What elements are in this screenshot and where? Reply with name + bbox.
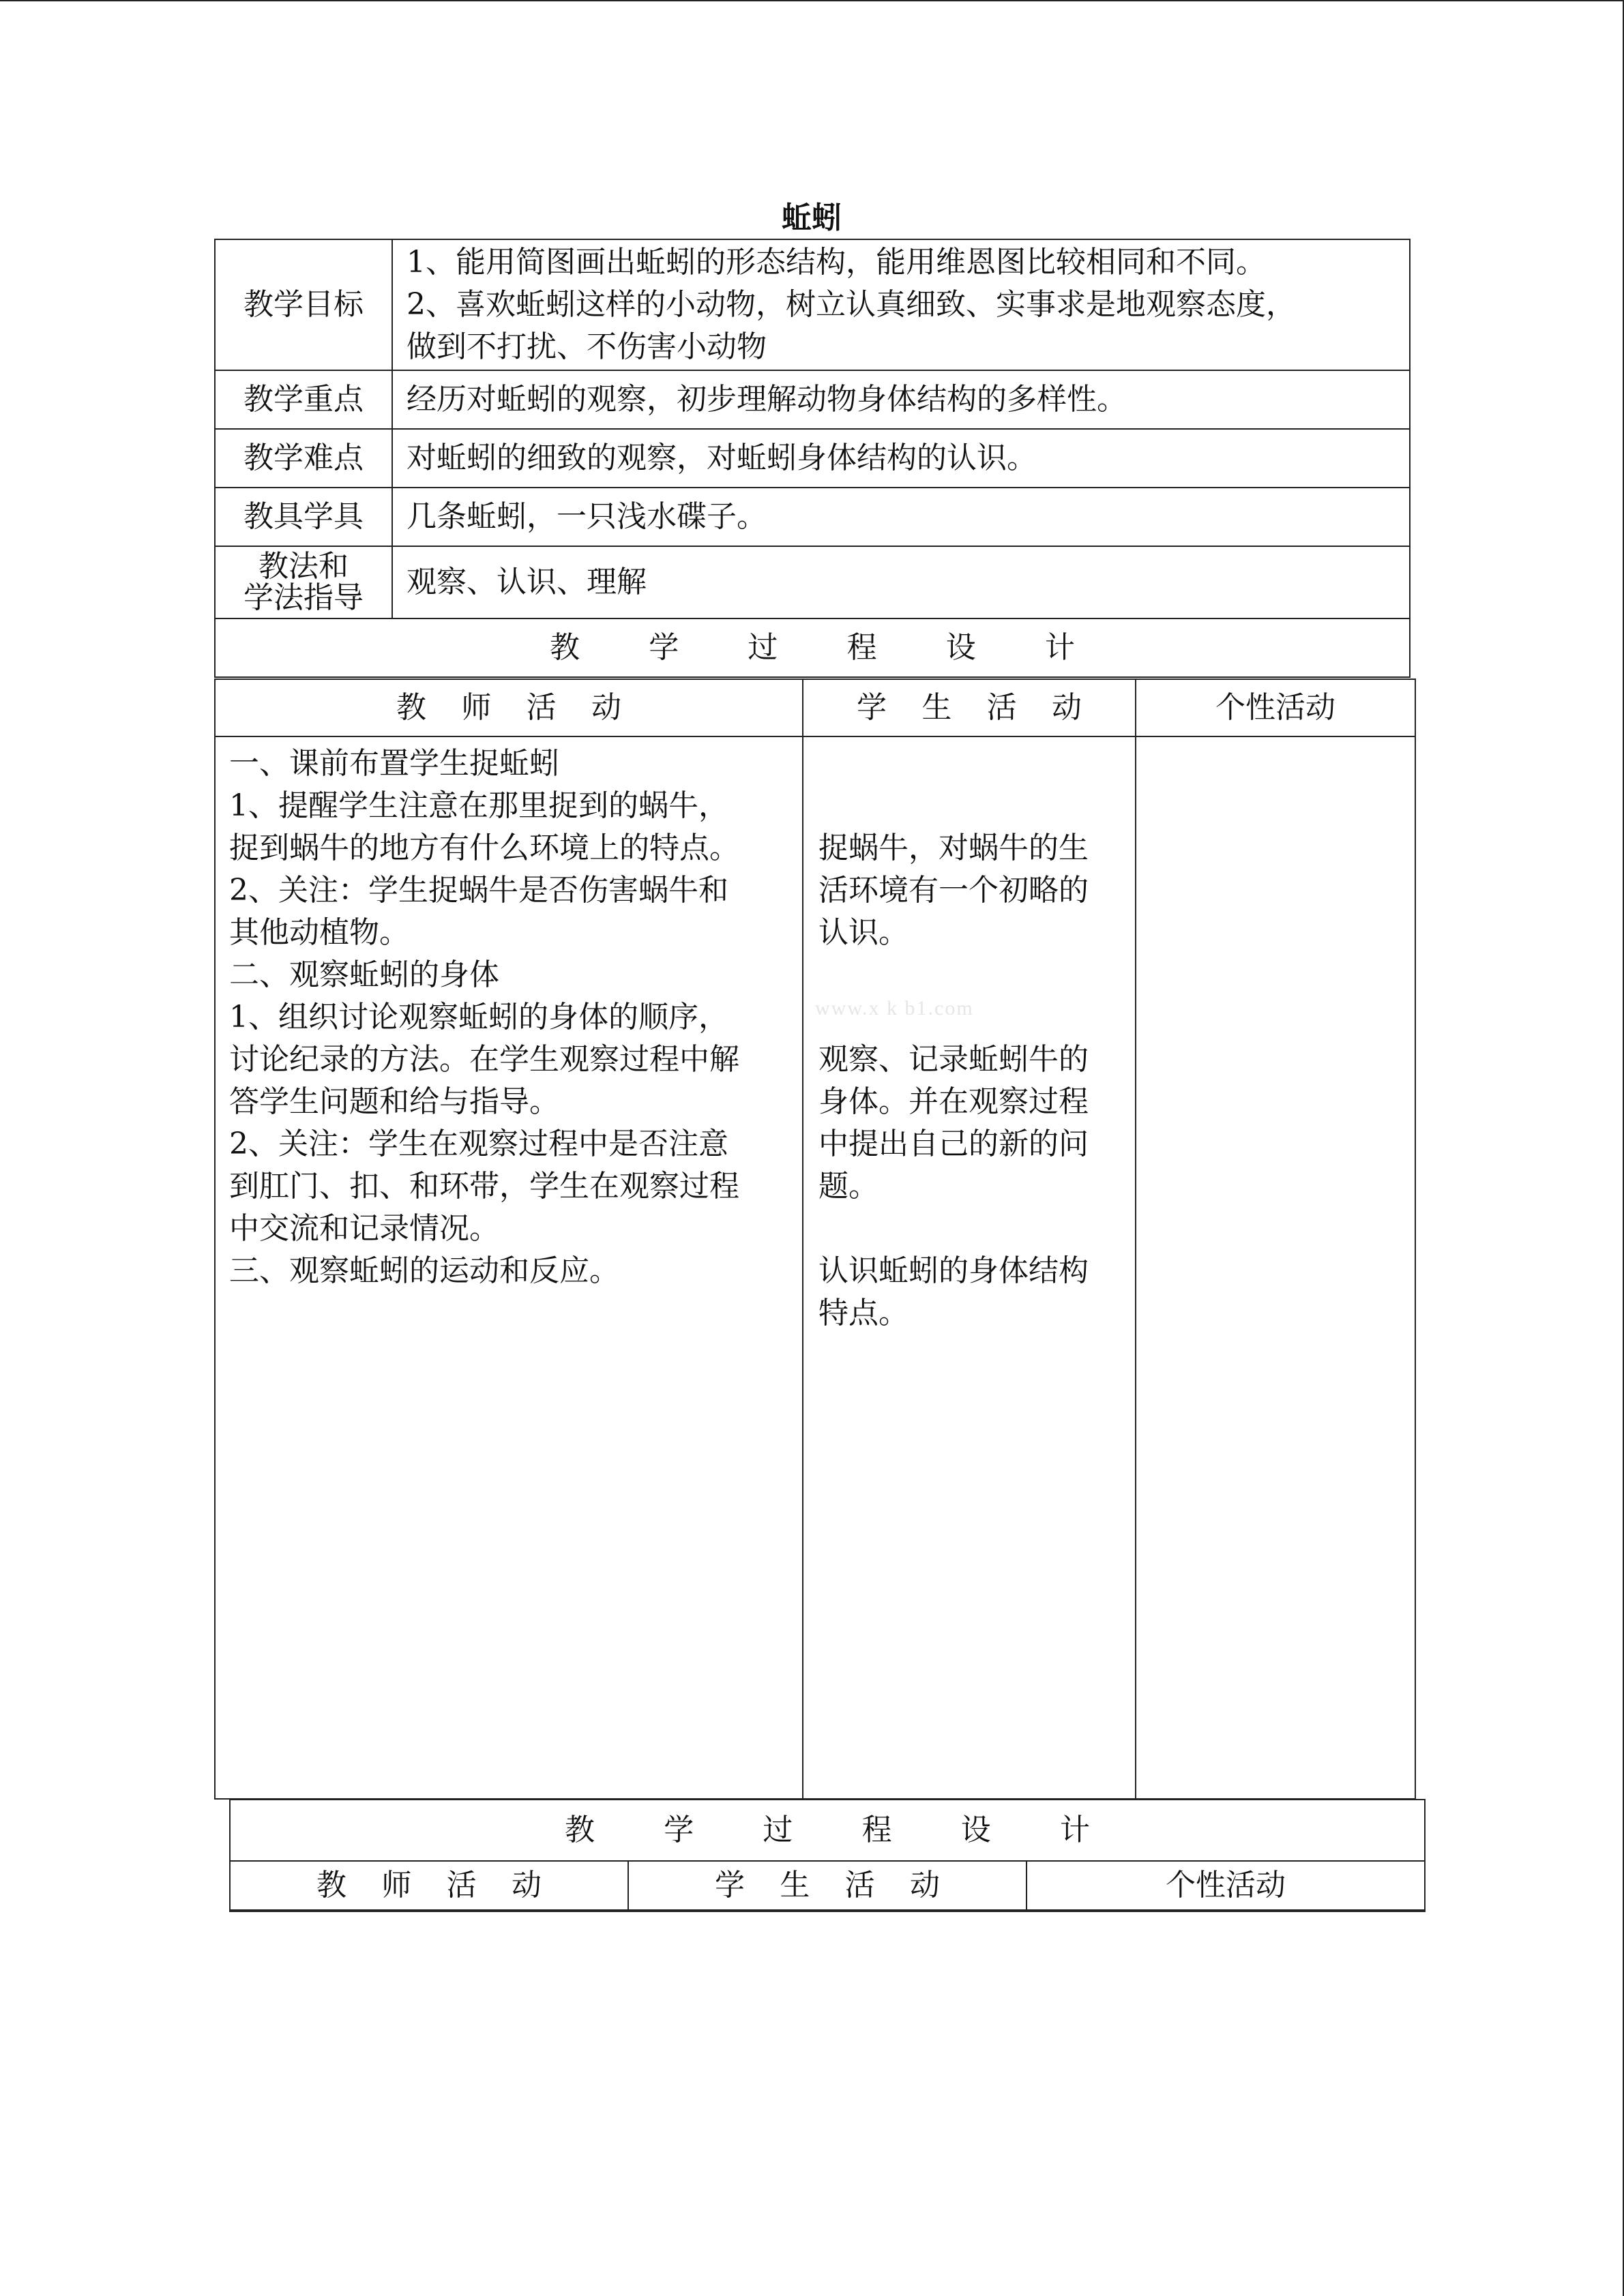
continuation-title-char: 计 [1059, 1813, 1090, 1847]
continuation-teacher-char: 动 [511, 1868, 542, 1903]
lesson-info-table [214, 239, 1411, 678]
student-activity-line: 题。 [818, 1169, 879, 1204]
student-activity-list [803, 737, 1135, 1335]
personal-activity-cell [1136, 736, 1415, 1799]
difficulties-content: 对蚯蚓的细致的观察，对蚯蚓身体结构的认识。 [392, 429, 1410, 488]
student-activity-line: 认识。 [818, 915, 909, 950]
student-activity-line: 认识蚯蚓的身体结构 [818, 1253, 1089, 1288]
student-activity-header [803, 679, 1136, 736]
methods-content: 观察、认识、理解 [392, 546, 1410, 618]
activity-table [214, 679, 1416, 1800]
goal-line-2: 2、喜欢蚯蚓这样的小动物，树立认真细致、实事求是地观察态度， [407, 287, 1296, 322]
activity-header-row [215, 679, 1415, 736]
teacher-activity-list [216, 737, 802, 1292]
teacher-activity-line: 三、观察蚯蚓的运动和反应。 [229, 1253, 619, 1288]
goals-row [215, 239, 1410, 370]
materials-label: 教具学具 [215, 488, 392, 546]
key-points-label: 教学重点 [215, 370, 392, 429]
teacher-activity-line: 答学生问题和给与指导。 [229, 1084, 559, 1119]
document-title: 蚯蚓 [782, 200, 842, 235]
continuation-title-char: 程 [861, 1813, 892, 1847]
continuation-student-char: 动 [909, 1868, 940, 1903]
student-activity-line: 特点。 [818, 1296, 909, 1330]
continuation-personal-header: 个性活动 [1027, 1861, 1425, 1911]
teacher-activity-line: 1、提醒学生注意在那里捉到的蜗牛， [229, 788, 728, 823]
methods-label [215, 546, 392, 618]
continuation-student-header [628, 1861, 1027, 1911]
teacher-activity-line: 到肛门、扣、和环带，学生在观察过程 [229, 1169, 739, 1204]
process-title-char: 学 [649, 630, 679, 665]
process-title-row [215, 618, 1410, 677]
teacher-activity-line: 中交流和记录情况。 [229, 1211, 499, 1246]
continuation-teacher-char: 师 [381, 1868, 412, 1903]
continuation-process-title [230, 1800, 1425, 1861]
student-header-char: 活 [986, 690, 1017, 725]
key-points-content: 经历对蚯蚓的观察，初步理解动物身体结构的多样性。 [392, 370, 1410, 429]
teacher-header-char: 活 [526, 690, 557, 725]
teacher-activity-line: 2、关注：学生捉蜗牛是否伤害蜗牛和 [229, 873, 728, 908]
student-header-char: 生 [921, 690, 952, 725]
student-activity-line: 捉蜗牛，对蜗牛的生 [818, 831, 1089, 865]
process-title-char: 程 [846, 630, 877, 665]
goals-content [392, 239, 1410, 370]
student-activity-line: 观察、记录蚯蚓牛的 [818, 1042, 1089, 1077]
continuation-header-row [230, 1861, 1425, 1911]
teacher-activity-line: 一、课前布置学生捉蚯蚓 [229, 746, 559, 781]
continuation-title-char: 教 [565, 1813, 595, 1847]
process-title-char: 过 [748, 630, 778, 665]
methods-label-line-1: 教法和 [259, 549, 349, 584]
methods-label-line-2: 学法指导 [243, 580, 364, 615]
process-title-char: 教 [550, 630, 580, 665]
process-title-char: 计 [1044, 630, 1075, 665]
materials-content: 几条蚯蚓，一只浅水碟子。 [392, 488, 1410, 546]
personal-activity-header: 个性活动 [1136, 679, 1415, 736]
continuation-teacher-char: 活 [446, 1868, 477, 1903]
teacher-activity-cell [215, 736, 803, 1799]
continuation-student-char: 活 [844, 1868, 875, 1903]
teacher-header-char: 动 [591, 690, 621, 725]
continuation-title-char: 学 [664, 1813, 694, 1847]
process-title [215, 618, 1410, 677]
student-activity-line [818, 954, 1123, 996]
process-title-char: 设 [945, 630, 976, 665]
teacher-activity-line: 二、观察蚯蚓的身体 [229, 957, 499, 992]
student-activity-cell [803, 736, 1136, 1799]
key-points-row [215, 370, 1410, 429]
student-header-char: 学 [857, 690, 887, 725]
continuation-title-row [230, 1800, 1425, 1861]
student-activity-line [818, 743, 1123, 785]
teacher-activity-line: 其他动植物。 [229, 915, 409, 950]
page-top-edge [0, 0, 1624, 1]
student-activity-line: 中提出自己的新的问 [818, 1127, 1089, 1161]
teacher-activity-line: 讨论纪录的方法。在学生观察过程中解 [229, 1042, 739, 1077]
continuation-teacher-char: 教 [316, 1868, 346, 1903]
student-activity-line: 身体。并在观察过程 [818, 1084, 1089, 1119]
difficulties-label: 教学难点 [215, 429, 392, 488]
teacher-header-char: 师 [461, 690, 492, 725]
continuation-title-char: 设 [960, 1813, 991, 1847]
teacher-activity-header [215, 679, 803, 736]
continuation-teacher-header [230, 1861, 628, 1911]
activity-body-row [215, 736, 1415, 1799]
goal-line-3: 做到不打扰、不伤害小动物 [407, 329, 767, 364]
watermark-text: www.x k b1.com [815, 997, 974, 1019]
continuation-student-char: 学 [715, 1868, 745, 1903]
teacher-header-char: 教 [396, 690, 426, 725]
student-activity-line [818, 785, 1123, 827]
teacher-activity-line: 1、组织讨论观察蚯蚓的身体的顺序， [229, 1000, 728, 1034]
continuation-student-char: 生 [780, 1868, 810, 1903]
goals-label: 教学目标 [215, 239, 392, 370]
goal-line-1: 1、能用简图画出蚯蚓的形态结构，能用维恩图比较相同和不同。 [407, 245, 1266, 280]
student-activity-line: 活环境有一个初略的 [818, 873, 1089, 908]
teacher-activity-line: 2、关注：学生在观察过程中是否注意 [229, 1127, 728, 1161]
student-header-char: 动 [1051, 690, 1082, 725]
materials-row [215, 488, 1410, 546]
continuation-title-char: 过 [763, 1813, 793, 1847]
methods-row [215, 546, 1410, 618]
difficulties-row [215, 429, 1410, 488]
teacher-activity-line: 捉到蜗牛的地方有什么环境上的特点。 [229, 831, 739, 865]
continuation-header-table [229, 1799, 1426, 1912]
student-activity-line [818, 1208, 1123, 1250]
